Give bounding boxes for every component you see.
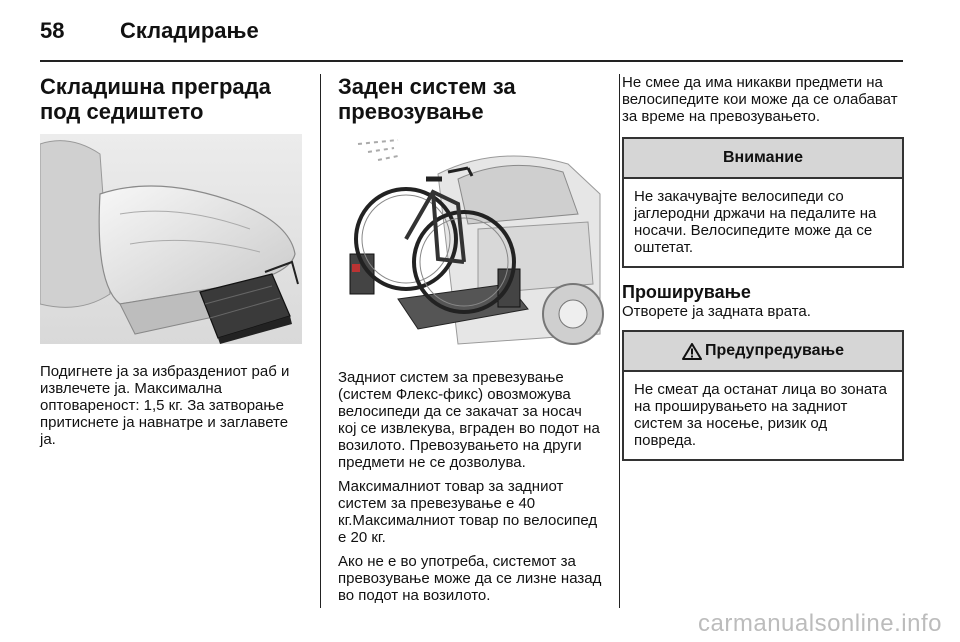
page-number: 58 (40, 18, 65, 43)
warning-title: Предупредување (705, 342, 844, 359)
extension-text: Отворете ја задната врата. (622, 303, 811, 320)
seat-storage-illustration (40, 134, 302, 349)
carrier-paragraph-2: Максималниот товар за задниот систем за превезување е 40 кг.Максималниот товар по велосипед е 20 кг. (338, 478, 598, 546)
page-header (40, 12, 900, 56)
carrier-paragraph-3: Ако не е во употреба, системот за превозување може да се лизне назад во подот на возилото. (338, 553, 602, 604)
warning-triangle-icon (682, 343, 702, 360)
column-middle (338, 74, 604, 604)
loose-items-paragraph: Не смее да има никакви предмети на велосипедите кои може да се олабават за време на превозувањето. (622, 74, 898, 125)
column-right (622, 74, 904, 461)
column-left (40, 74, 302, 448)
carrier-heading: Заден систем за превозување (338, 74, 516, 124)
column-divider-2 (619, 74, 620, 608)
caution-title: Внимание (624, 139, 902, 179)
header-rule (40, 60, 903, 62)
warning-text: Не смеат да останат лица во зоната на проширувањето на задниот систем за носење, ризик од повреда. (634, 381, 887, 449)
bike-carrier-illustration (338, 134, 604, 361)
caution-text: Не закачувајте велосипеди со јаглеродни држачи на педалите на носачи. Велосипедите може да се оштетат. (634, 188, 877, 256)
caution-box (622, 137, 904, 268)
section-title: Складирање (120, 18, 259, 43)
column-divider-1 (320, 74, 321, 608)
watermark: carmanualsonline.info (698, 610, 942, 637)
warning-header (624, 332, 902, 372)
storage-paragraph: Подигнете ја за избраздениот раб и извлечете ја. Максимална оптовареност: 1,5 кг. За затворање притиснете ја навнатре и заглавете ја. (40, 363, 290, 448)
warning-box (622, 330, 904, 461)
storage-heading: Складишна преграда под седиштето (40, 74, 271, 124)
extension-heading: Проширување (622, 282, 751, 302)
carrier-paragraph-1: Задниот систем за превезување (систем Флекс-фикс) овозможува велосипеди да се закачат за носач кој се извлекува, вграден во подот на возилото. Превозувањето на други предмети не се дозволува. (338, 369, 600, 471)
